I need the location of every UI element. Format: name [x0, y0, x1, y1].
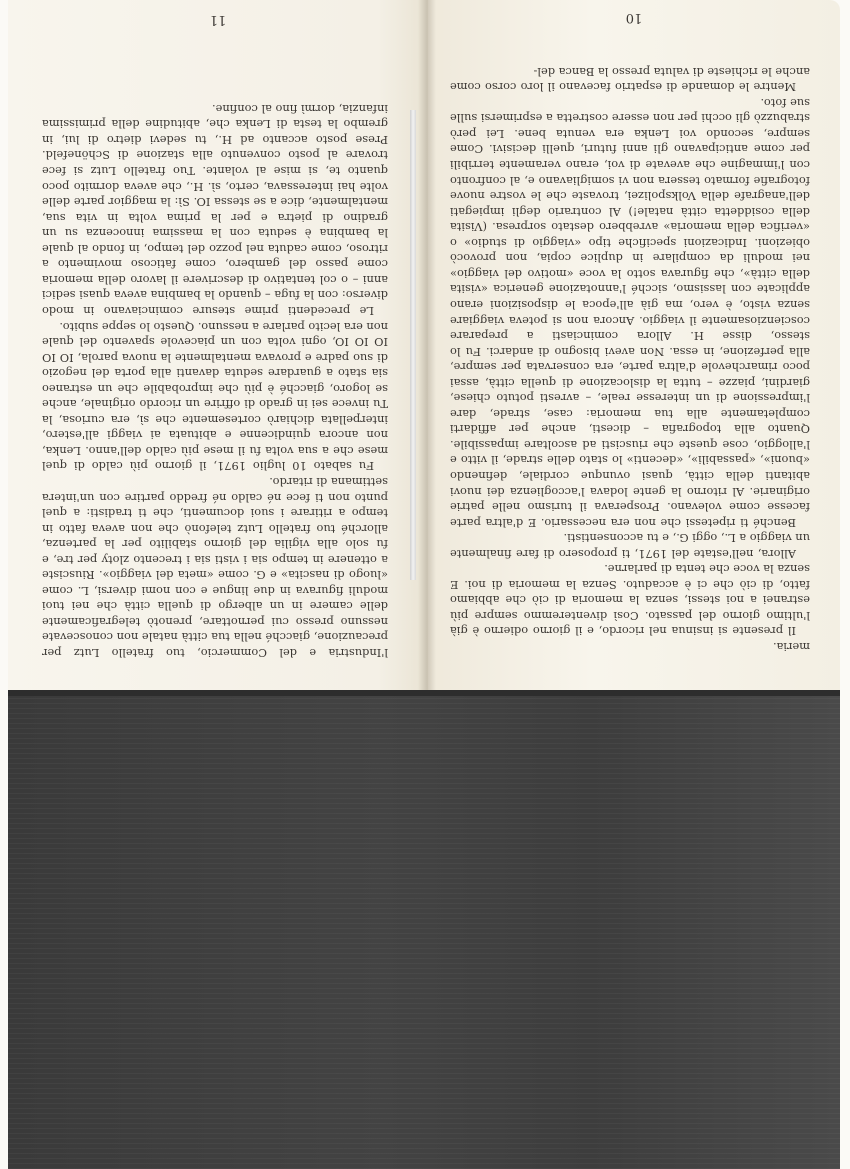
scanner-bed-edge [8, 690, 840, 696]
left-page-text [450, 63, 810, 654]
right-paragraph: l'Industria e del Commercio, tuo fratello Lutz per precauzione, giacché nella tua città natale non conoscevate nessuno presso cui pernottare, prenotò telegraficamente delle camere in un albergo di quella città che nei tuoi moduli figurava in due lingue e con nomi diversi, L. come «luogo di nascita» e G. come «meta del viaggio». Riusciste a ottenere in tempo sia i visti sia i trecento zloty per tre, e fu solo alla vigilia del giorno stabilito per la partenza, allorché tuo fratello Lutz telefonò che non aveva fatto in tempo a ritirare i suoi documenti, che ti tradisti: a quel punto non ti fece né caldo né freddo partire con un'intera settimana di ritardo. [42, 474, 388, 660]
left-paragraph: meria. [772, 640, 810, 654]
right-page-text [42, 100, 388, 660]
left-paragraph: Benché ti ripetessi che non era necessario. E d'altra parte facesse come volevano. Prosperava il turismo nelle patrie originarie. Al ritorno la gente lodava l'accoglienza dei nuovi abitanti della città, quasi ovunque cordiale, definendo «buoni», «passabili», «decenti» lo stato delle strade, il vitto e l'alloggio, cose queste che riuscisti ad ascoltare impassibile. Quanto alla topografia – dicesti, anche per affidarti completamente alla tua memoria: case, strade, dare l'impressione di un interesse reale, – avresti potuto chiese, giardini, piazze – tutta la dislocazione di quella città, assai poco rimarchevole d'altra parte, era conservata per sempre, alla perfezione, in essa. Non avevi bisogno di andarci. Fu lo stesso, disse H. Allora cominciasti a preparare coscienziosamente il viaggio. Ancora non si poteva viaggiare senza visto, è vero, ma già all'epoca le disposizioni erano applicate con lassismo, sicché l'annotazione generica «visita della città», che figurava sotto la voce «motivo del viaggio» nei moduli da compilare in duplice copia, non provocò obiezioni. Indicazioni specifiche tipo «viaggio di studio» o «verifica della memoria» avrebbero destato sorpresa. (Visita della cosiddetta città natale!) Al contrario degli impiegati dell'anagrafe della Volkspolizei, trovaste che le vostre nuove fotografie formato tessera non vi somigliavano e, al confronto con l'immagine che avevate di voi, erano veramente terribili per come anticipavano gli anni futuri, quelli decisivi. Come sempre, secondo voi Lenka era venuta bene. Lei però strabuzzò gli occhi per non essere costretta a esprimersi sulle sue foto. [450, 95, 810, 530]
bookmark-strip [410, 110, 416, 580]
right-paragraph: Le precedenti prime stesure cominciavano in modo diverso: con la fuga – quando la bambina aveva quasi sedici anni – o col tentativo di descrivere il lavoro della memoria come passo del gambero, come faticoso movimento a ritroso, come caduta nel pozzo del tempo, in fondo al quale la bambina è seduta con la massima innocenza su un gradino di pietra e per la prima volta in vita sua, mentalmente, dice a se stessa IO. Sì: la maggior parte delle volte hai interessava, certo, sì. H., che aveva dormito poco quanto te, si mise al volante. Tuo fratello Lutz si fece trovare al posto convenuto alla stazione di Schönefeld. Prese posto accanto ad H., tu sedevi dietro di lui, in grembo la testa di Lenka che, abitudine della primissima infanzia, dormì fino al confine. [42, 101, 388, 318]
right-paragraph: Fu sabato 10 luglio 1971, il giorno più caldo di quel mese che a sua volta fu il mese più caldo dell'anno. Lenka, non ancora quindicenne e abituata ai viaggi all'estero, interpellata dichiarò cortesemente che sì, era curiosa, la Tu invece sei in grado di offrire un ricordo originale, anche se logoro, giacché è più che improbabile che un estraneo sia stato a guardare seduta davanti alla porta del negozio di suo padre e provava mentalmente la nuova parola, IO IO IO IO IO, ogni volta con un piacevole spavento del quale non era lecito parlare a nessuno. Questo lo seppe subito. [42, 319, 388, 474]
page-number-right: 11 [209, 12, 227, 27]
scanner-noise [8, 690, 840, 1169]
book-gutter [418, 0, 436, 700]
left-paragraph: Allora, nell'estate del 1971, ti proposero di fare finalmente un viaggio a L., oggi G., e tu acconsentisti. [450, 531, 810, 561]
open-book-upside-down [8, 0, 840, 700]
left-page [428, 0, 840, 700]
left-paragraph: Il presente si insinua nel ricordo, e il giorno odierno è già l'ultimo giorno del passato. Così diventeremmo sempre più estranei a noi stessi, senza la memoria di ciò che abbiamo fatto, di ciò che ci è accaduto. Senza la memoria di noi. E senza la voce che tenta di parlarne. [450, 562, 810, 639]
left-paragraph: Mentre le domande di espatrio facevano il loro corso come anche le richieste di valuta presso la Banca del- [450, 64, 810, 95]
page-number-left: 10 [625, 10, 643, 25]
right-page [8, 0, 428, 700]
